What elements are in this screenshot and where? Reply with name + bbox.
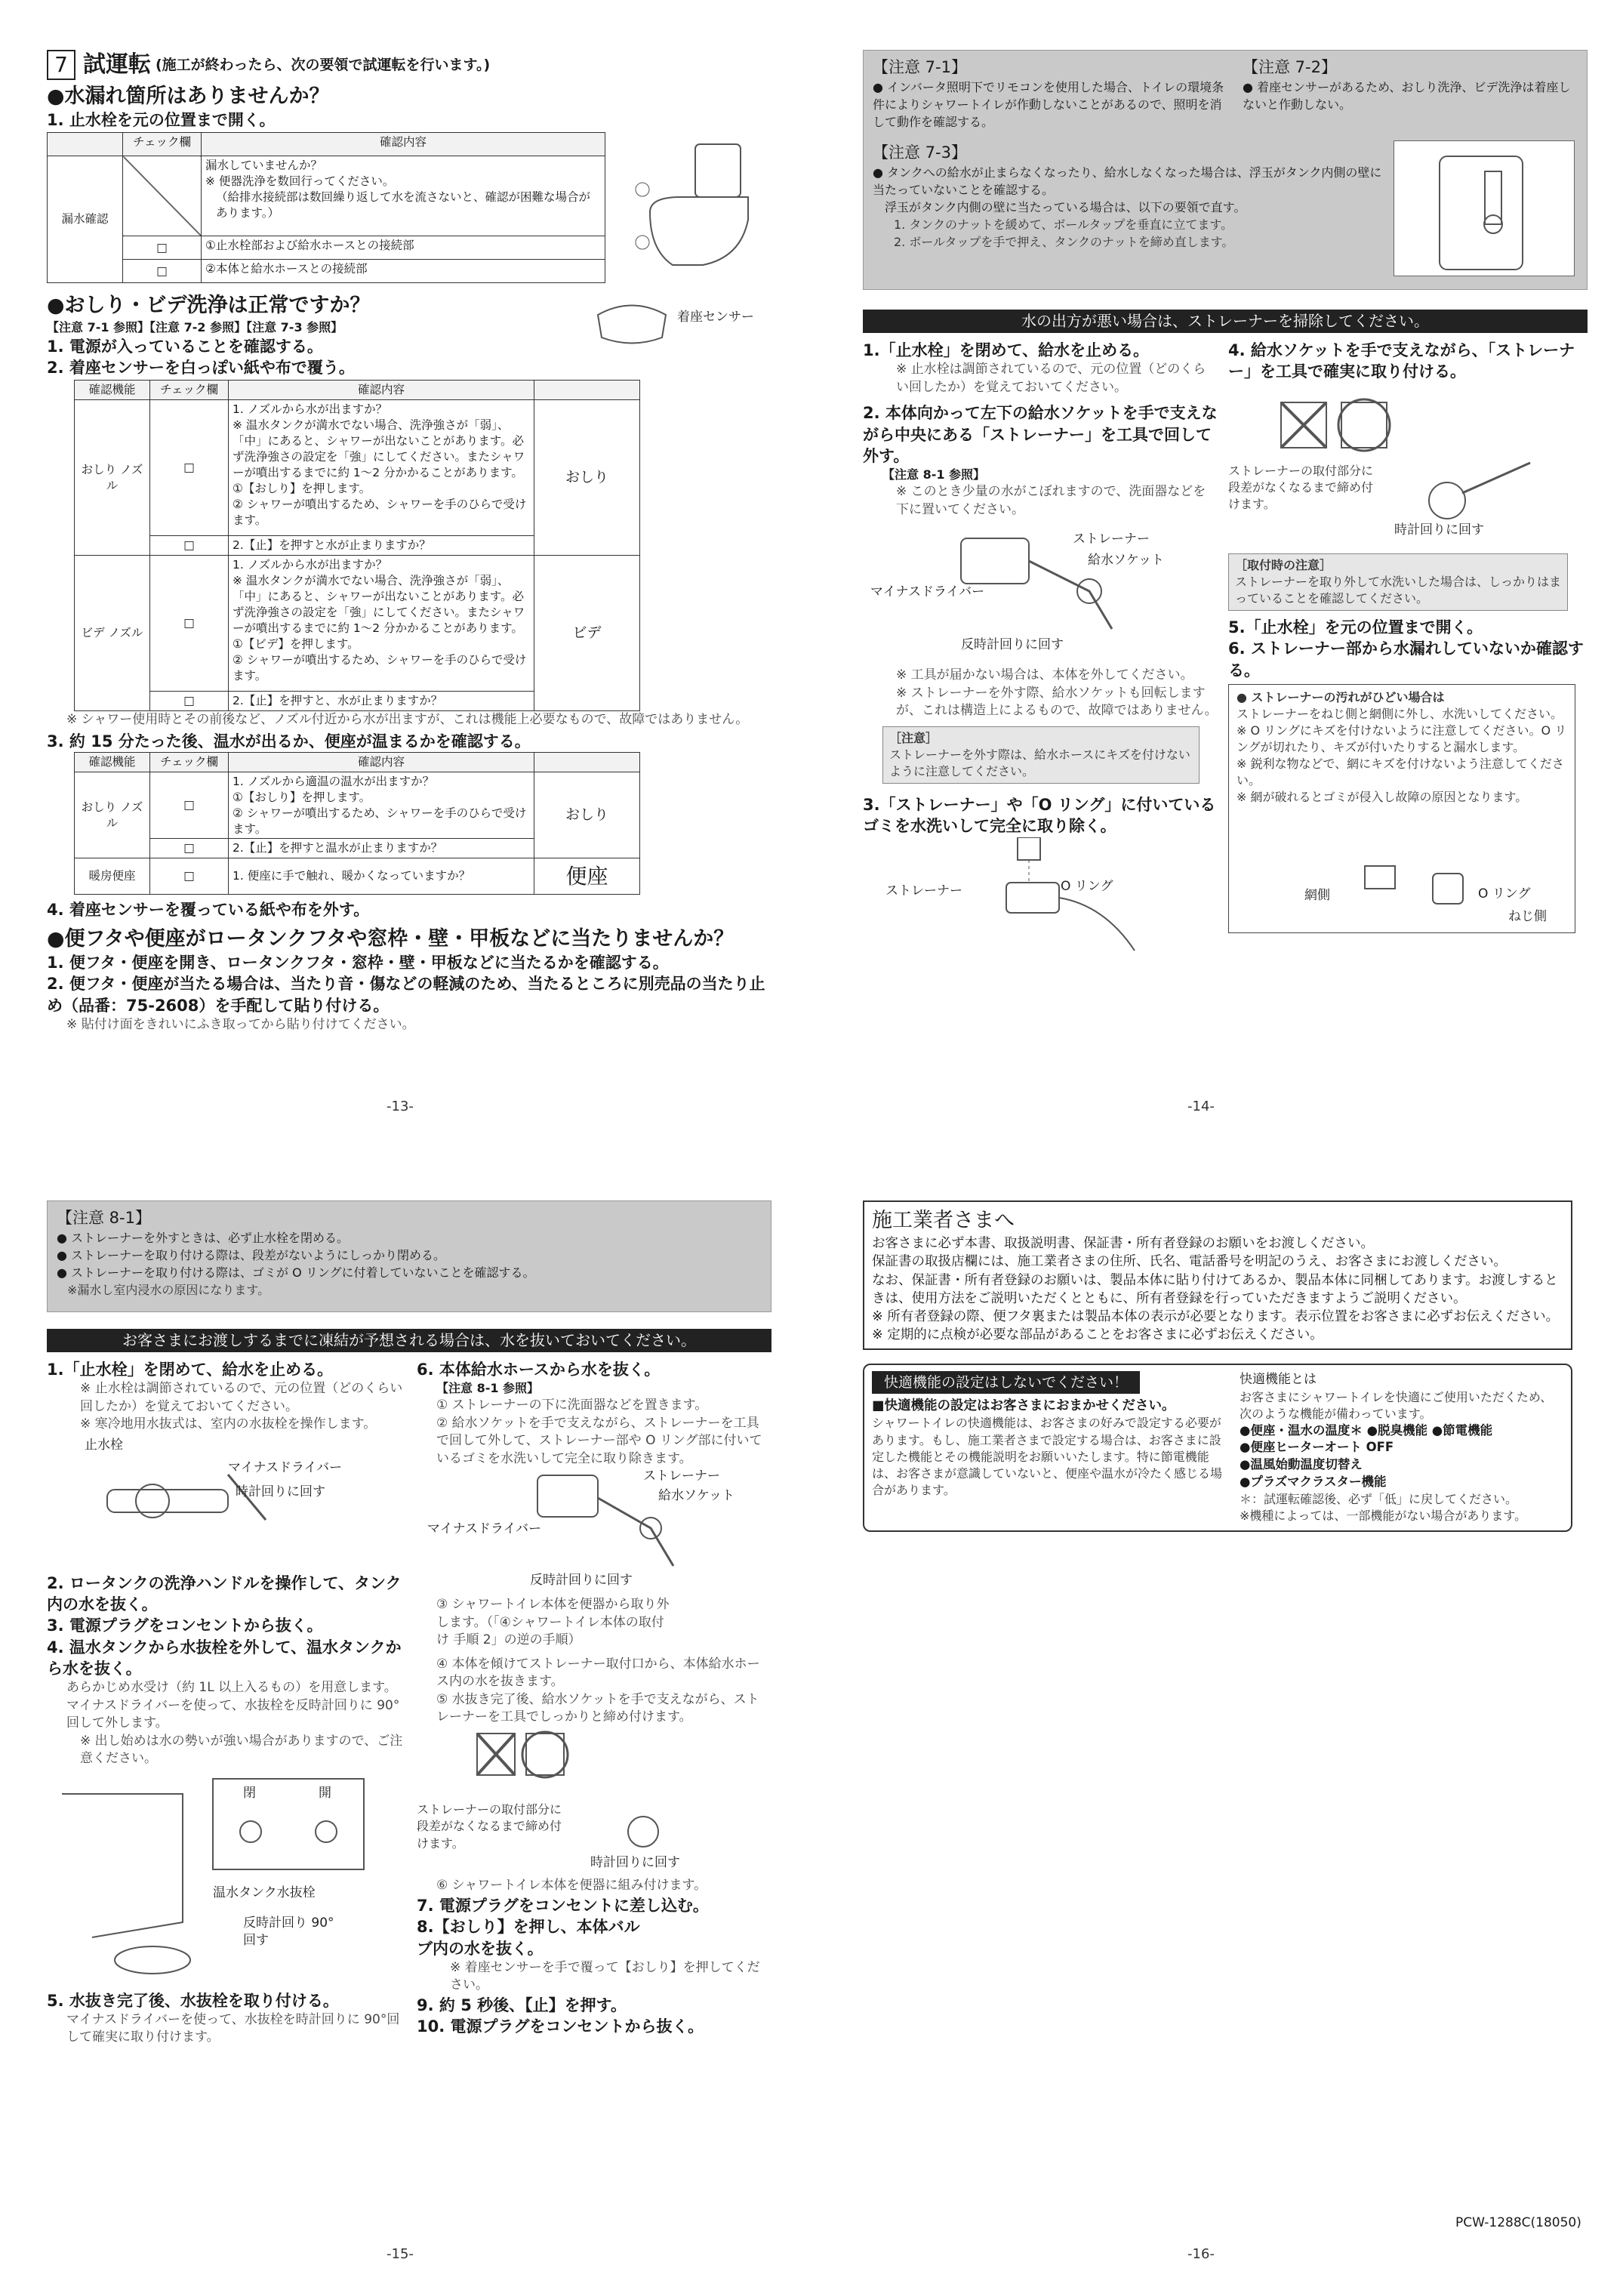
strainer-step4: 4. 給水ソケットを手で支えながら、「ストレーナー」を工具で確実に取り付ける。 xyxy=(1228,341,1575,381)
installer-1: お客さまに必ず本書、取扱説明書、保証書・所有者登録のお願いをお渡しください。 xyxy=(872,1236,1374,1252)
drain-step1-note1: ※ 止水栓は調節されているので、元の位置（どのくらい回したか）を覚えておいてください。 xyxy=(80,1381,403,1414)
label-strainer: ストレーナー xyxy=(885,883,962,898)
checkbox[interactable]: □ xyxy=(150,858,229,895)
warm-step3: 3. 約 15 分たった後、温水が出るか、便座が温まるかを確認する。 xyxy=(47,732,531,750)
page-14-left xyxy=(863,340,1218,966)
drain-step10: 10. 電源プラグをコンセントから抜く。 xyxy=(417,2017,704,2036)
installer-5: ※ 定期的に点検が必要な部品があることをお客さまに必ずお伝えください。 xyxy=(872,1327,1323,1342)
dirty-note1: ※ O リングにキズを付けないように注意してください。O リングが切れたり、キズが付いたりすると漏水します。 xyxy=(1236,723,1567,755)
installer-3: なお、保証書・所有者登録のお願いは、製品本体に貼り付けてあるか、製品本体に同梱してあります。お渡しするときは、使用方法をご説明いただくとともに、所有者登録を行っていただきますようご説明ください。 xyxy=(872,1272,1558,1306)
checkbox[interactable]: □ xyxy=(123,260,202,283)
note72-title: 【注意 7-2】 xyxy=(1243,58,1337,76)
label-close: 閉 xyxy=(243,1785,256,1801)
label-socket: 給水ソケット xyxy=(658,1488,735,1504)
row-label: 漏水確認 xyxy=(48,156,123,283)
installer-2: 保証書の取扱店欄には、施工業者さまの住所、氏名、電話番号を明記のうえ、お客さまにお渡しください。 xyxy=(872,1254,1508,1270)
wash-step2: 2. 着座センサーを白っぽい紙や布で覆う。 xyxy=(47,358,355,377)
page-number: -15- xyxy=(387,2246,414,2262)
heading-leak: ●水漏れ箇所はありませんか？ xyxy=(47,85,330,108)
label-attach: ストレーナーの取付部分に段差がなくなるまで締め付けます。 xyxy=(417,1802,562,1851)
checkbox[interactable]: □ xyxy=(150,839,229,858)
th-check: チェック欄 xyxy=(123,133,202,156)
lid1: 1. 便フタ・便座を開き、ロータンクフタ・窓枠・壁・甲板などに当たるかを確認する。 xyxy=(47,953,669,972)
toilet-illustration xyxy=(616,132,767,283)
strainer-step2: 2. 本体向かって左下の給水ソケットを手で支えながら中央にある「ストレーナー」を工具で回して外す。 xyxy=(863,404,1218,465)
heading-lid: ●便フタや便座がロータンクフタや窓枠・壁・甲板などに当たりませんか？ xyxy=(47,926,735,951)
step6-e: ⑤ 水抜き完了後、給水ソケットを手で支えながら、ストレーナーを工具でしっかりと締め付けます。 xyxy=(436,1691,759,1724)
lid-note: ※ 貼付け面をきれいにふき取ってから貼り付けてください。 xyxy=(66,1016,415,1032)
seat-icon: 便座 xyxy=(534,858,640,895)
attach-title: ［取付時の注意］ xyxy=(1235,557,1332,572)
page-16 xyxy=(863,1200,1588,1532)
installer-title: 施工業者さまへ xyxy=(872,1209,1015,1232)
page-number: -14- xyxy=(1187,1099,1215,1114)
label-ccw: 反時計回りに回す xyxy=(530,1573,633,1589)
comfort-right-title: 快適機能とは xyxy=(1239,1372,1317,1388)
feature-3: ●温風始動温度切替え xyxy=(1239,1457,1363,1472)
drain-step1-note2: ※ 寒冷地用水抜式は、室内の水抜栓を操作します。 xyxy=(80,1416,377,1432)
oshiri-icon: おしり xyxy=(534,772,640,858)
strainer-step5: 5.「止水栓」を元の位置まで開く。 xyxy=(1228,618,1483,636)
note81-title: 【注意 8-1】 xyxy=(57,1209,151,1227)
label-driver: マイナスドライバー xyxy=(228,1459,343,1475)
drain-step6: 6. 本体給水ホースから水を抜く。 xyxy=(417,1361,661,1379)
wash-c2: 2.【止】を押すと水が止まりますか？ xyxy=(229,536,534,556)
drain-step4-note2: マイナスドライバーを使って、水抜栓を反時計回りに 90°回して外します。 xyxy=(66,1697,400,1731)
feature-1: ●便座・温水の温度＊ ●脱臭機能 ●節電機能 xyxy=(1239,1422,1493,1438)
th-content: 確認内容 xyxy=(229,752,534,772)
comfort-right-text: お客さまにシャワートイレを快適にご使用いただくため、次のような機能が備わっています。 xyxy=(1239,1389,1553,1421)
note-7-box xyxy=(863,50,1588,290)
dirty-text: ストレーナーをねじ側と網側に外し、水洗いしてください。 xyxy=(1236,707,1563,722)
step2-note3: ※ ストレーナーを外す際、給水ソケットも回転しますが、これは構造上によるもので、故障ではありません。 xyxy=(896,685,1218,719)
warm-c3: 1. 便座に手で触れ、暖かくなっていますか？ xyxy=(229,858,534,895)
comfort-text: シャワートイレの快適機能は、お客さまの好みで設定する必要があります。もし、施工業者さまで設定する場合は、お客さまに設定した機能とその機能説明をお願いいたします。特に節電機能は、お客さまが意識していないと、便座や温水が冷たく感じる場合があります。 xyxy=(872,1416,1223,1497)
strainer-bar: 水の出方が悪い場合は、ストレーナーを掃除してください。 xyxy=(863,310,1588,333)
page-15-right xyxy=(417,1359,771,2037)
label-socket: 給水ソケット xyxy=(1088,553,1164,569)
strainer-illustration xyxy=(417,1468,771,1596)
sensor-illustration xyxy=(590,292,771,360)
page-15-left xyxy=(47,1359,409,2047)
step2-note2: ※ 工具が届かない場合は、本体を外してください。 xyxy=(896,667,1193,683)
wash-table xyxy=(74,380,640,711)
drain-step1: 1.「止水栓」を閉めて、給水を止める。 xyxy=(47,1361,334,1379)
drain-step9: 9. 約 5 秒後、【止】を押す。 xyxy=(417,1996,627,2014)
note81b: ● ストレーナーを取り付ける際は、段差がないようにしっかり閉める。 xyxy=(57,1248,446,1262)
page-14-right xyxy=(1228,340,1591,933)
comfort-bar: 快適機能の設定はしないでください！ xyxy=(872,1371,1140,1394)
th-check: チェック欄 xyxy=(150,381,229,400)
th-content: 確認内容 xyxy=(229,381,534,400)
feature-note-2: ※機種によっては、一部機能がない場合があります。 xyxy=(1239,1508,1527,1523)
feature-note-1: ＊：試運転確認後、必ず「低」に戻してください。 xyxy=(1239,1491,1517,1506)
attach-illustration xyxy=(417,1726,771,1877)
label-cw: 時計回りに回す xyxy=(590,1855,680,1871)
label-driver: マイナスドライバー xyxy=(870,584,985,600)
strainer-step6: 6. ストレーナー部から水漏れしていないか確認する。 xyxy=(1228,639,1584,680)
drain-step8-note: ※ 着座センサーを手で覆って【おしり】を押してください。 xyxy=(450,1959,760,1993)
heading-wash: ●おしり・ビデ洗浄は正常ですか？ xyxy=(47,294,371,318)
valve-illustration xyxy=(47,1437,409,1573)
dirty-note3: ※ 網が破れるとゴミが侵入し故障の原因となります。 xyxy=(1236,790,1528,805)
page-number: -13- xyxy=(387,1099,414,1114)
attach-caution xyxy=(1228,553,1568,611)
bidet-icon: ビデ xyxy=(534,556,640,711)
note73-title: 【注意 7-3】 xyxy=(873,143,967,162)
leak-step1: 1. 止水栓を元の位置まで開く。 xyxy=(47,111,276,130)
leak-row2: ①止水栓部および給水ホースとの接続部 xyxy=(202,236,605,260)
note73c: 1. タンクのナットを緩めて、ボールタップを垂直に立てます。 xyxy=(894,217,1233,232)
comfort-heading: ■快適機能の設定はお客さまにおまかせください。 xyxy=(872,1398,1175,1414)
drain-step7: 7. 電源プラグをコンセントに差し込む。 xyxy=(417,1896,709,1915)
wash-c4: 2.【止】を押すと、水が止まりますか？ xyxy=(229,692,534,711)
leak-table xyxy=(47,132,605,283)
step2-ref: 【注意 8-1 参照】 xyxy=(882,467,986,482)
leak-note2: （給排水接続部は数回繰り返して水を流さないと、確認が困難な場合があります。） xyxy=(216,190,591,220)
page-number: -16- xyxy=(1187,2246,1215,2262)
strainer-step1: 1.「止水栓」を閉めて、給水を止める。 xyxy=(863,341,1150,359)
attach-text: ストレーナーを取り外して水洗いした場合は、しっかりはまっていることを確認してください。 xyxy=(1235,574,1562,606)
label-cw: 時計回りに回す xyxy=(1394,522,1484,538)
step6-b: ② 給水ソケットを手で支えながら、ストレーナーを工具で回して外して、ストレーナー部や O リング部に付いているゴミを水洗いして完全に取り除きます。 xyxy=(436,1415,762,1466)
note-81-box xyxy=(47,1200,771,1312)
label-net: 網側 xyxy=(1304,887,1330,903)
doc-code: PCW-1288C(18050) xyxy=(1455,2215,1581,2230)
strainer-step3: 3.「ストレーナー」や「O リング」に付いているゴミを水洗いして完全に取り除く。 xyxy=(863,795,1216,836)
wash-illustration xyxy=(863,837,1218,966)
wash-c3: 1. ノズルから水が出ますか？ ※ 温水タンクが満水でない場合、洗浄強さが「弱」、「中」にあると、シャワーが出ないことがあります。必ず洗浄強さの設定を「強」にしてください。またシャワーが噴出するまでに約 1～2 分かかることがあります。 ①【ビデ】を押します。 ② シャワーが噴出するため、シャワーを手のひらで受けます。 xyxy=(229,556,534,692)
freeze-bar: お客さまにお渡しするまでに凍結が予想される場合は、水を抜いておいてください。 xyxy=(47,1329,771,1352)
note73a: ● タンクへの給水が止まらなくなったり、給水しなくなった場合は、浮玉がタンク内側の壁に当たっていないことを確認する。 xyxy=(873,165,1382,197)
step6-c: ③ シャワートイレ本体を便器から取り外します。（「④シャワートイレ本体の取付け 手順 2」の逆の手順） xyxy=(436,1597,670,1648)
label-strainer: ストレーナー xyxy=(1073,532,1150,547)
installer-box xyxy=(863,1200,1572,1350)
page-13 xyxy=(47,50,771,1034)
note72: ● 着座センサーがあるため、おしり洗浄、ビデ洗浄は着座しないと作動しない。 xyxy=(1243,80,1571,112)
label-strainer: ストレーナー xyxy=(643,1469,720,1484)
note73d: 2. ボールタップを手で押え、タンクのナットを締め直します。 xyxy=(894,235,1234,249)
step6-a: ① ストレーナーの下に洗面器などを置きます。 xyxy=(436,1398,708,1413)
checkbox[interactable]: □ xyxy=(150,692,229,711)
leak-q: 漏水していませんか？ xyxy=(205,159,323,173)
wash-refs: 【注意 7-1 参照】【注意 7-2 参照】【注意 7-3 参照】 xyxy=(47,319,343,334)
comfort-box xyxy=(863,1364,1572,1532)
label-cw: 時計回りに回す xyxy=(236,1484,325,1499)
th-check: チェック欄 xyxy=(150,752,229,772)
oshiri-icon: おしり xyxy=(534,400,640,556)
step6-f: ⑥ シャワートイレ本体を便器に組み付けます。 xyxy=(436,1878,707,1894)
drain-step3: 3. 電源プラグをコンセントから抜く。 xyxy=(47,1616,323,1635)
drain-step5: 5. 水抜き完了後、水抜栓を取り付ける。 xyxy=(47,1991,339,2010)
label-drain-plug: 温水タンク水抜栓 xyxy=(213,1885,316,1900)
checkbox[interactable]: □ xyxy=(150,400,229,536)
step2-note: ※ このとき少量の水がこぼれますので、洗面器などを下に置いてください。 xyxy=(896,484,1206,517)
label-open: 開 xyxy=(319,1785,331,1801)
caution-box xyxy=(882,726,1200,784)
step6-d: ④ 本体を傾けてストレーナー取付口から、本体給水ホース内の水を抜きます。 xyxy=(436,1656,760,1690)
th-func: 確認機能 xyxy=(75,381,150,400)
func-oshiri: おしり ノズル xyxy=(75,400,150,556)
tank-illustration xyxy=(1394,140,1575,276)
section-title xyxy=(47,50,771,80)
label-oring: O リング xyxy=(1061,878,1113,894)
title-sub: (施工が終わったら、次の要領で試運転を行います。) xyxy=(156,56,491,73)
label-screw: ねじ側 xyxy=(1508,908,1547,924)
drain-step4: 4. 温水タンクから水抜栓を外して、温水タンクから水を抜く。 xyxy=(47,1638,402,1678)
label-driver: マイナスドライバー xyxy=(427,1521,542,1537)
section-number: 7 xyxy=(47,50,75,80)
step4: 4. 着座センサーを覆っている紙や布を外す。 xyxy=(47,901,370,920)
func-seat: 暖房便座 xyxy=(75,858,150,895)
note81c: ● ストレーナーを取り付ける際は、ゴミが O リングに付着していないことを確認する。 xyxy=(57,1265,535,1280)
drain-step5-note: マイナスドライバーを使って、水抜栓を時計回りに 90°回して確実に取り付けます。 xyxy=(66,2012,400,2045)
feature-4: ●プラズマクラスター機能 xyxy=(1239,1475,1387,1489)
warm-table xyxy=(74,752,640,895)
attach-illustration xyxy=(1228,387,1591,553)
caution-text: ストレーナーを外す際は、給水ホースにキズを付けないように注意してください。 xyxy=(889,747,1190,778)
dirty-note2: ※ 鋭利な物などで、網にキズを付けないよう注意してください。 xyxy=(1236,757,1564,788)
label-ccw: 反時計回りに回す xyxy=(961,637,1064,653)
drain-step4-note3: ※ 出し始めは水の勢いが強い場合がありますので、ご注意ください。 xyxy=(80,1733,403,1767)
label-oring: O リング xyxy=(1478,886,1531,901)
note81a: ● ストレーナーを外すときは、必ず止水栓を閉める。 xyxy=(57,1231,350,1245)
wash-note: ※ シャワー使用時とその前後など、ノズル付近から水が出ますが、これは機能上必要なもので、故障ではありません。 xyxy=(66,712,749,728)
warm-c1: 1. ノズルから適温の温水が出ますか？ ①【おしり】を押します。 ② シャワーが噴出するため、シャワーを手のひらで受けます。 xyxy=(229,772,534,839)
caution-title: ［注意］ xyxy=(889,730,938,745)
dirty-box xyxy=(1228,684,1575,933)
note73b: 浮玉がタンク内側の壁に当たっている場合は、以下の要領で直す。 xyxy=(885,200,1246,214)
drain-step2: 2. ロータンクの洗浄ハンドルを操作して、タンク内の水を抜く。 xyxy=(47,1573,402,1614)
func-bidet: ビデ ノズル xyxy=(75,556,150,711)
warm-c2: 2.【止】を押すと温水が止まりますか？ xyxy=(229,839,534,858)
installer-4: ※ 所有者登録の際、便フタ裏または製品本体の表示が必要となります。表示位置をお客さまに必ずお伝えください。 xyxy=(872,1308,1560,1324)
checkbox[interactable]: □ xyxy=(150,536,229,556)
drain-step4-note1: あらかじめ水受け（約 1L 以上入るもの）を用意します。 xyxy=(66,1680,397,1696)
step4-note: ストレーナーの取付部分に段差がなくなるまで締め付けます。 xyxy=(1228,463,1374,511)
checkbox[interactable]: □ xyxy=(123,236,202,260)
leak-row3: ②本体と給水ホースとの接続部 xyxy=(202,260,605,283)
page-title: 試運転 xyxy=(83,51,151,79)
drain-step8: 8.【おしり】を押し、本体バルブ内の水を抜く。 xyxy=(417,1918,640,1958)
checkbox[interactable]: □ xyxy=(150,772,229,839)
leak-note: ※ 便器洗浄を数回行ってください。 xyxy=(205,174,395,189)
dirty-title: ● ストレーナーの汚れがひどい場合は xyxy=(1236,689,1445,704)
note81d: ※漏水し室内浸水の原因になります。 xyxy=(67,1283,270,1297)
drain-illustration xyxy=(47,1771,409,1990)
note71: ● インバータ照明下でリモコンを使用した場合、トイレの環境条件によりシャワートイレが作動しないことがあるので、照明を消して動作を確認する。 xyxy=(873,80,1224,129)
note71-title: 【注意 7-1】 xyxy=(873,58,967,76)
label-ccw90: 反時計回り 90°回す xyxy=(243,1915,334,1949)
func-oshiri: おしり ノズル xyxy=(75,772,150,858)
strainer-illustration xyxy=(863,523,1218,667)
checkbox[interactable]: □ xyxy=(150,556,229,692)
lid2: 2. 便フタ・便座が当たる場合は、当たり音・傷などの軽減のため、当たるところに別売品の当たり止め（品番：75-2608）を手配して貼り付ける。 xyxy=(47,975,765,1015)
label-valve: 止水栓 xyxy=(85,1437,123,1453)
wash-step1: 1. 電源が入っていることを確認する。 xyxy=(47,337,323,356)
th-func: 確認機能 xyxy=(75,752,150,772)
sensor-label: 着座センサー xyxy=(677,310,754,325)
step1-note: ※ 止水栓は調節されているので、元の位置（どのくらい回したか）を覚えておいてください。 xyxy=(896,362,1206,395)
th-content: 確認内容 xyxy=(202,133,605,156)
step6-ref: 【注意 8-1 参照】 xyxy=(436,1381,540,1396)
wash-c1: 1. ノズルから水が出ますか？ ※ 温水タンクが満水でない場合、洗浄強さが「弱」、「中」にあると、シャワーが出ないことがあります。必ず洗浄強さの設定を「強」にしてください。またシャワーが噴出するまでに約 1～2 分かかることがあります。 ①【おしり】を押します。 ② シャワーが噴出するため、シャワーを手のひらで受けます。 xyxy=(229,400,534,536)
feature-2: ●便座ヒーターオート OFF xyxy=(1239,1440,1394,1455)
